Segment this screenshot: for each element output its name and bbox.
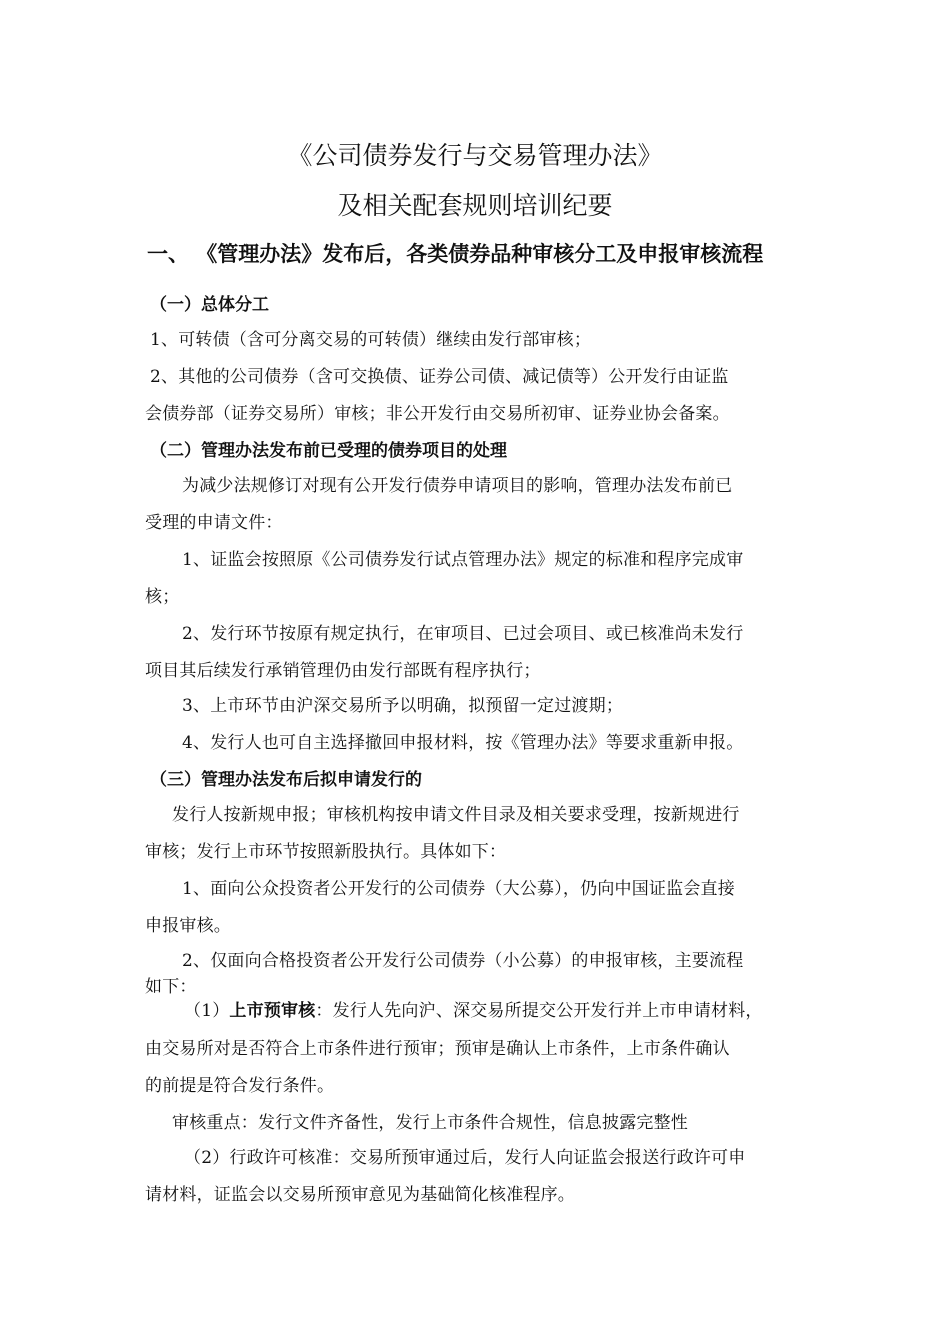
document-title-line2: 及相关配套规则培训纪要 [337,191,613,220]
subsection2-intro-line1: 为减少法规修订对现有公开发行债券申请项目的影响，管理办法发布前已 [182,476,733,496]
subsection1-item2-line1: 2、其他的公司债券（含可交换债、证券公司债、减记债等）公开发行由证监 [150,367,729,387]
subsection3-intro-line1: 发行人按新规申报；审核机构按申请文件目录及相关要求受理，按新规进行 [172,805,740,825]
step1-bold-term: 上市预审核 [229,1001,316,1021]
subsection2-item1-line2: 核； [145,587,180,607]
document-title-line1: 《公司债券发行与交易管理办法》 [287,141,663,170]
step2-line1: （2）行政许可核准：交易所预审通过后，发行人向证监会报送行政许可申 [184,1148,746,1168]
step1-prefix: （1） [184,1001,230,1021]
subsection3-item1-line2: 申报审核。 [145,916,231,936]
section1-heading: 一、 《管理办法》发布后，各类债券品种审核分工及申报审核流程 [147,242,764,266]
subsection2-item3: 3、上市环节由沪深交易所予以明确，拟预留一定过渡期； [182,696,624,716]
review-focus: 审核重点：发行文件齐备性，发行上市条件合规性，信息披露完整性 [172,1113,688,1133]
step1-line3: 的前提是符合发行条件。 [145,1076,335,1096]
step1-rest: ：发行人先向沪、深交易所提交公开发行并上市申请材料， [315,1001,763,1021]
subsection2-intro-line2: 受理的申请文件： [145,513,283,533]
subsection1-item2-line2: 会债券部（证券交易所）审核；非公开发行由交易所初审、证券业协会备案。 [145,404,730,424]
subsection3-item2-line1: 2、仅面向合格投资者公开发行公司债券（小公募）的申报审核，主要流程 [182,951,744,971]
subsection3-intro-line2: 审核；发行上市环节按照新股执行。具体如下： [145,842,507,862]
subsection2-item2-line2: 项目其后续发行承销管理仍由发行部既有程序执行； [145,661,541,681]
step1-line1 [184,996,763,1021]
subsection3-item2-line2: 如下： [145,977,197,997]
subsection1-item1: 1、可转债（含可分离交易的可转债）继续由发行部审核； [150,330,592,350]
step1-line2: 由交易所对是否符合上市条件进行预审；预审是确认上市条件，上市条件确认 [145,1039,730,1059]
subsection3-heading: （三）管理办法发布后拟申请发行的 [150,770,422,790]
subsection2-heading: （二）管理办法发布前已受理的债券项目的处理 [150,441,507,461]
subsection2-item4: 4、发行人也可自主选择撤回申报材料，按《管理办法》等要求重新申报。 [182,733,744,753]
subsection2-item1-line1: 1、证监会按照原《公司债券发行试点管理办法》规定的标准和程序完成审 [182,550,744,570]
step2-line2: 请材料，证监会以交易所预审意见为基础简化核准程序。 [145,1185,575,1205]
subsection2-item2-line1: 2、发行环节按原有规定执行，在审项目、已过会项目、或已核准尚未发行 [182,624,744,644]
subsection3-item1-line1: 1、面向公众投资者公开发行的公司债券（大公募），仍向中国证监会直接 [182,879,735,899]
subsection1-heading: （一）总体分工 [150,295,269,315]
